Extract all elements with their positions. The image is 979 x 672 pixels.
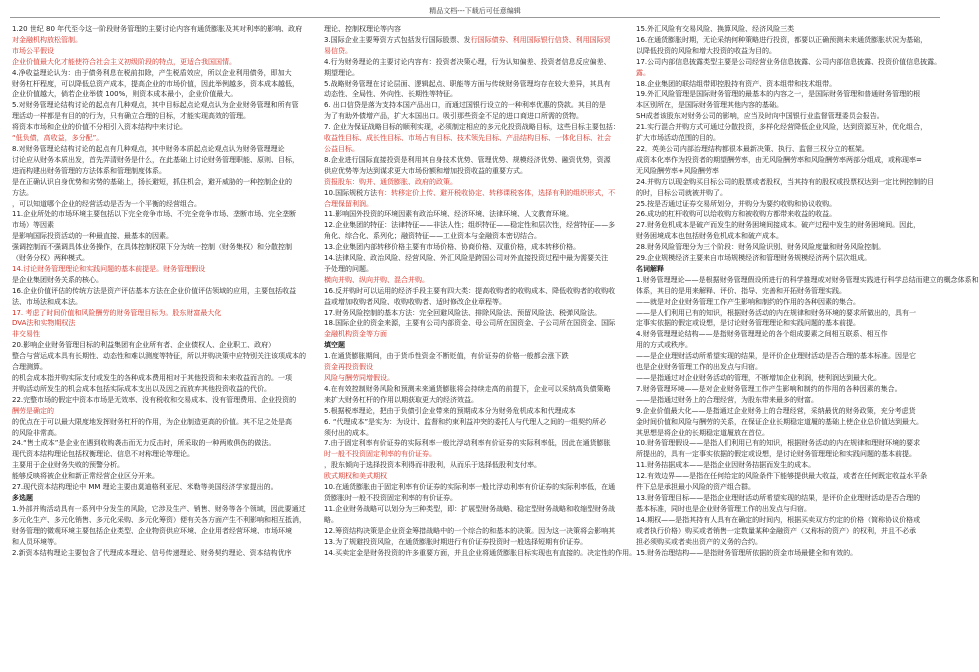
- text-line: 4.财务管理理论结构——是指财务管理理论的各个组成要素之间相互联系、相互作: [636, 330, 888, 339]
- text-line: 27.财务危机成本是破产而发生的财务困境间接成本。破产过程中发生的财务困境间。因此，: [636, 221, 921, 230]
- column-right: [636, 24, 979, 668]
- text-line: 9.企业价值最大化——是指通过企业财务上的合理经营，采纳最优的财务政策，充分考虑货: [636, 406, 916, 415]
- text-line: 26.成功的杠杆收购可以给收购方和被收购方都带来收益的收益。: [636, 210, 837, 219]
- text-line: 5.战略财务管理在讨论层面、逻辑起点、职能等方面与传统财务管理均存在较大差异，其具有: [324, 79, 611, 88]
- column-middle: [324, 24, 637, 668]
- text-line: 易信贷。: [324, 46, 352, 55]
- text-line: DVA法和实物期权法: [12, 319, 76, 328]
- text-line: 担必须购买或者卖出资产的义务的合约。: [636, 537, 762, 546]
- text-line: ，股东倾向于选择投资本利得而非股利，从而乐于选择低股利支付率。: [324, 461, 541, 470]
- text-line: 25.按是否通过证券交易所划分，并购分为要约收购和协议收购。: [636, 199, 837, 208]
- text-line: 1.财务管理理论——是根据财务管理假设所进行的科学推理或对财务管理实践进行科学总结而建立的概念体系和: [636, 275, 979, 284]
- text-line: 15.财务治理结构——是指财务管理所依据的资金市场最健全和有效的。: [636, 548, 858, 557]
- text-line: 无风险酬劳率+风险酬劳率: [636, 166, 719, 175]
- text-line: 风险与酬劳同增假设。: [324, 374, 394, 382]
- text-line: 20.影响企业财务管理目标的利益集团有企业所有者、企业债权人、企业职工、政府）: [12, 341, 276, 350]
- text-line: 合理测算。: [12, 363, 47, 372]
- text-line: 19.外汇风险管理是国际财务管理的最基本的内容之一，是国际财务管理和普通财务管理的根: [636, 90, 921, 99]
- text-line: 1.在通货膨胀期间，由于货币性资金不断贬值，有价证券的价格一般都会涨下跌: [324, 352, 569, 361]
- text-line: 10.在通货膨胀由于固定利率有价证券的实际利率一般比浮动利率有价证券的实际利率低，在通: [324, 483, 616, 492]
- text-line: 件下总是承担最小风险的资产组合群。: [636, 483, 755, 492]
- text-line: 4.在有效控制财务风险和预测未来通货膨胀将会持续走高的前提下，企业可以采纳高负债策略: [324, 384, 611, 393]
- column-left: [12, 24, 312, 668]
- text-line: 是企业集团财务关系的核心。: [12, 275, 103, 284]
- text-line: 7. 企业为保证战略目标的顺利实现，必须制定相应的多元化投资战略目标，这些目标主要包括：: [324, 123, 620, 132]
- text-line: 14.法律风险、政治风险、经营风险、外汇风险是跨国公司对外直接投资过程中最为需要关注: [324, 254, 609, 263]
- text-line: 10.国际规税方法有：转移定价上传、避开税收协定、转移课税客体，选择有利的组织形式，不: [324, 188, 616, 197]
- text-line: 29.企业规模经济主要来自市场规模经济和管理财务规模经济两个层次组成。: [636, 254, 872, 263]
- text-line: 22．英美公司内部治理结构都很本最新决策、执行、监督三权分立的框架。: [636, 144, 869, 153]
- text-line: “低负债，高收益，多分配”。: [12, 134, 104, 143]
- text-line: 并购活动所发生的机会成本包括实际成本支出以及因之而放弃其他投资收益的代价。: [12, 384, 271, 393]
- text-line: 理论、控制权理论等内容: [324, 25, 401, 33]
- text-line: 17.公司内部信息披露类型主要是公司经营业务信息披露、公司内部信息披露、投资价值信息披露。: [636, 57, 942, 66]
- text-line: 的优点在于可以最大限度地发挥财务杠杆的作用，为企业制造更高的价值。其不足之处是高: [12, 417, 292, 426]
- text-line: 扩大市场活动范围的目的。: [636, 134, 720, 143]
- text-line: 6. 出口信贷是落为支持本国产品出口，而通过国银行设立的一种利率优惠的贷款。其目的是: [324, 101, 606, 110]
- text-line: 资报股东：购并、通货膨胀、政府的政策。: [324, 177, 457, 186]
- text-line: 的机会成本指并购实际支付或发生的各种成本费用相对于其他投资和未来收益而言的。一项: [12, 374, 292, 382]
- text-line: ——是人们利用已有的知识，根据财务活动的内在规律和财务环境的要求所做出的，具有一: [636, 308, 916, 317]
- text-line: 对金融机构放松管制。: [12, 35, 82, 44]
- text-line: 供应优势等为达到谋求更大市场份额和增加投资收益的重要方式。: [324, 166, 527, 175]
- text-line: 金时间价值和风险与酬劳的关系，在保证企业长期稳定道履的基础上使企业总价值达到最大。: [636, 417, 923, 426]
- text-line: 其思想是将企业的长期稳定道履放在首位。: [636, 428, 769, 437]
- text-line: 14.讨论财务管理理论和实践问题的基本前提是。财务管理假设: [12, 264, 206, 273]
- text-line: 28.财务风险管理分为三个阶段：财务风险识别、财务风险度量和财务风险控制。: [636, 243, 886, 252]
- text-line: 酬劳是确定的: [12, 406, 54, 415]
- text-line: 2.新资本结构理论主要包含了代理成本理论、信号传递理论、财务契约理论、资本结构优序: [12, 548, 292, 557]
- text-line: 企业价值最大化才能使符合社会主义初级阶段的特点，更适合我国国情。: [12, 57, 236, 66]
- text-line: 也是企业财务管理工作的出发点与归宿。: [636, 363, 762, 372]
- text-line: 12.有效边界——是指在任何给定的风险条件下能够提供最大收益，或者在任何既定收益水平条: [636, 472, 928, 481]
- text-line: 7.由于固定利率有价证券的实际利率一般比浮动利率有价证券的实际利率低，因此在通货膨胀: [324, 439, 611, 448]
- text-line: 1.20 世纪 80 年代至今这一阶段财务管理的主要讨论内容有通货膨胀及其对利率的影响、政府: [12, 25, 303, 33]
- text-line: 讨论应从财务本质出发，首先弄清财务是什么，在此基础上讨论财务管理职能、原则、目标，: [12, 155, 299, 164]
- text-line: 13.为了规避投资风险，在通货膨胀时期进行有价证券投资时一般选择短期有价证券。: [324, 537, 588, 546]
- text-line: 须付出的成本。: [324, 428, 373, 437]
- text-line: 12.企业集团的特征：法律特征——非法人性；组织特征——稳定性和层次性，经营特征——多: [324, 221, 616, 230]
- text-line: 为了有助外债增产品，扩大本国出口。吸引那些资金不足的进口商进口所需的货物。: [324, 112, 583, 121]
- text-line: 金融机构资金等方面: [324, 330, 387, 339]
- text-line: 4.净收益理论认为：由于债务利息在税前扣除，产生税盾效应，所以企业利用债务，即加大: [12, 68, 292, 77]
- text-line: 22.完整市场的假定中资本市场是无效率、没有税收和交易成本、没有管理费用、企业投资的: [12, 395, 297, 404]
- text-line: 财务管理的微观环境主要包括企业类型、企业物资供应环境、企业用者经营环境、市场环境: [12, 526, 292, 535]
- text-line: 5.根据税率理论，把由于负债引企业带来的预期成本分为财务危机成本和代理成本: [324, 406, 576, 415]
- text-line: 收益性目标、成长性目标、市场占有目标、技术领先目标、产品结构目标、一体化目标、社会: [324, 134, 611, 143]
- text-line: 是影响国际投资活动的一种最直接、最基本的因素。: [12, 232, 173, 241]
- text-line: 资金再投资假设: [324, 363, 373, 372]
- text-line: 18.国际企业的资金来源，主要有公司内部资金、母公司所在国资金、子公司所在国资金、国际: [324, 319, 616, 328]
- text-line: 8.企业进行国际直接投资是利用其自身技术优势、管理优势、规模经济优势、融资优势，资源: [324, 155, 611, 164]
- text-line: 企业价值越大，倘若企业举债 100%，则资本成本最小，企业价值最大。: [12, 90, 238, 99]
- text-line: 24.“售土成本”是企业在遇到收购袭击而无力反击时，所采取的一种两败俱伤的做法。: [12, 439, 276, 448]
- text-line: 益或增加收购者风险、收购收购者、适时修改企业章程等。: [324, 297, 506, 306]
- text-line: 来扩大财务杠杆的作用以期获取更大的经济效益。: [324, 395, 478, 404]
- text-line: 17.财务风险控制的基本方法：完全回避风险法、排除风险法、预留风险法、税弹风险法。: [324, 308, 602, 317]
- text-line: 21.实行混合并购方式可通过分散投资，多样化经营降低企业风险，达到资源互补，优化组合，: [636, 123, 928, 132]
- text-line: 10.财务管理假设——是指人们利用已有的知识，根据财务活动的内在规律和理财环境的要求: [636, 439, 921, 448]
- text-line: 动态性、全局性、外向性、长期性等特征。: [324, 90, 457, 99]
- text-line: 5.对财务管理论结构讨论的起点有几种观点，其中目标起点论观点认为企业财务管理和所有管: [12, 101, 299, 110]
- text-line: 能够反映将被企业和新正常经营企业区分开来。: [12, 472, 159, 481]
- text-line: 13.财务管理目标——是指企业理财活动所希望实现的结果，是评价企业理财活动是否合理的: [636, 493, 921, 502]
- text-line: 横向并购、纵向并购、混合并购。: [324, 275, 429, 284]
- text-line: ——是企业理财活动所希望实现的结果，是评价企业理财活动是否合理的基本标准。因是它: [636, 352, 916, 361]
- text-line: 以降低投资的风险和增大投资的收益为目的。: [636, 46, 776, 55]
- text-line: 15.外汇风险有交易风险、换算风险、经济风险三类: [636, 25, 795, 33]
- text-line: 和人员环境等。: [12, 537, 61, 546]
- text-line: 7.财务管理环境——是对企业财务管理工作产生影响和制约的作用的各种因素的集合。: [636, 384, 902, 393]
- text-line: 欧式期权和美式期权: [324, 472, 387, 481]
- section-heading: 名词解释: [636, 264, 664, 273]
- text-line: ——是指通过财务上的合理经营，为股东带来最多的财富。: [636, 395, 818, 404]
- text-line: 现代资本结构理论包括权衡理论、信息不对称理论等理论。: [12, 450, 194, 459]
- text-line: 11.企业所处的市场环境主要包括以下完全竞争市场、不完全竞争市场、垄断市场、完全垄断: [12, 210, 297, 219]
- text-line: 11.企业财务战略可以划分为三种类型，即：扩展型财务战略、稳定型财务战略和收缩型财务战: [324, 504, 616, 513]
- text-line: 法、市场法和成本法。: [12, 297, 82, 306]
- text-line: 定事实依据的假定或设想，是讨论财务管理理论和实践问题的基本前提。: [636, 319, 860, 328]
- text-line: 18.企业集团的联结组带即控股持有资产、资本组带和技术组带。: [636, 79, 837, 88]
- text-line: 略。: [324, 515, 338, 524]
- text-line: ——就是对企业财务管理工作产生影响和制约的作用的各种因素的集合。: [636, 297, 860, 306]
- page-header: 精品文档---下载后可任意编辑: [429, 7, 521, 15]
- text-line: 1.外部并购活动具有一系列中分发生的风险，它涉及生产、销售、财务等各个领域，因此要通过: [12, 504, 306, 513]
- text-line: 14.期权——是指其持有人具有在确定的时间内，根据买卖双方约定的价格（简称协议价格或: [636, 515, 921, 524]
- text-line: 货膨胀时一般不投资固定利率的有价证券。: [324, 493, 457, 502]
- text-line: 或者执行价格）购买或者销售一定数量某种金融资产（又称标的资产）的权利，并且不必承: [636, 526, 916, 535]
- text-line: 主要用于企业财务失败的预警分析。: [12, 461, 124, 470]
- text-line: 期望理论。: [324, 68, 359, 77]
- text-line: SH成者该股东对财务公司的影响，应当及时向中国银行业监督管理委员会报告。: [636, 112, 884, 121]
- text-line: （财务分权）两种模式。: [12, 254, 89, 263]
- text-line: ，可以知道哪个企业的经营活动是否为一个平衡的经营组合。: [12, 199, 201, 208]
- text-line: 16.反并购时可以运用的经济手段主要有四大类：提高收购者的收购成本、降低收购者的收购收: [324, 286, 616, 295]
- text-line: 所提出的，具有一定事实依据的假定或设想，是讨论财务管理理论和实践问题的基本前提。: [636, 450, 916, 459]
- text-line: 整合与营运成本具有长期性、动态性和难以测度等特征，所以并购决策中应特别关注该项成本的: [12, 352, 306, 361]
- text-line: 理活动一样都是有目的的行为，只有确立合理的目标，才能实现高效的管理。: [12, 112, 250, 121]
- text-line: 角化、综合化、系列化；融资特征——工业资本与金融资本密切结合。: [324, 232, 541, 241]
- text-line: 成资本化率作为投资者的期望酬劳率，由无风险酬劳率和风险酬劳率两部分组成，或称现率=: [636, 155, 922, 164]
- text-line: 强调控制而不强调具体业务操作，在具体控制权限下分为统一控制（财务集权）和分散控制: [12, 243, 292, 252]
- text-line: 市场）等因素: [12, 221, 54, 230]
- text-line: 8.对财务管理论结构讨论的起点有几种观点，其中财务本质起点论观点认为财务管理理论: [12, 144, 285, 153]
- text-line: 11.影响国外投资的环境因素有政治环境、经济环境、法律环境、人文教育环境。: [324, 210, 574, 219]
- text-line: 的时，目标公司就被并购了。: [636, 188, 727, 197]
- text-line: 财务困境成本也包括财务危机成本和破产成本。: [636, 232, 783, 241]
- section-heading: 多选题: [12, 493, 33, 502]
- text-line: 体系，其目的是用来解释、评价、指导、完善和开拓财务管理实践。: [636, 286, 846, 295]
- text-line: 11.财务拮据成本——是指企业因财务拮据而发生的成本。: [636, 461, 816, 470]
- text-line: 3.国际企业主要筹资方式包括发行国际股票、发行国际债券、利用国际银行信贷、利用国际贸: [324, 35, 611, 44]
- text-line: 17. 考虑了时间价值和风险酬劳的财务管理目标为。股东财富最大化: [12, 308, 222, 317]
- text-line: 16.企业价值评估的传统方法是资产评估基本方法在企业价值评估领域的应用，主要包括收益: [12, 286, 297, 295]
- text-line: 多元化生产、多元化销售、多元化采购、多元化筹资）便有关各方面产生不利影响和相互抵消，: [12, 515, 306, 524]
- text-line: ——是指通过对企业财务活动的管理，不断增加企业利润，使利润达到最大化。: [636, 374, 881, 382]
- text-line: 14.买卖定金是财务投资的许多重要方面，并且企业将通货膨胀目标实现也有直接的。决定性的作用。: [324, 548, 637, 557]
- header-divider: [10, 17, 940, 18]
- text-line: 13.企业集团内部转移价格主要有市场价格、协商价格、双重价格，成本转移价格。: [324, 243, 581, 252]
- text-line: 非交易性: [12, 330, 40, 339]
- text-line: 进而构建出财务管理的方法体系和管理制度体系。: [12, 166, 166, 175]
- section-heading: 填空题: [324, 341, 345, 350]
- text-line: 基本标准，同时也是企业财务管理工作的出发点与归宿。: [636, 504, 811, 513]
- text-line: 予处理的问题。: [324, 264, 373, 273]
- text-line: 用的方式或秩序。: [636, 341, 692, 350]
- text-line: 本区别所在，是国际财务管理其他内容的基础。: [636, 101, 783, 110]
- text-line: 24.并购方以现金购买目标公司的股票或者股权，当其持有的股权或投票权达到一定比例控制的目: [636, 177, 935, 186]
- text-line: 是在正确认识自身优势和劣势的基础上，扬长避短，抓住机会，避开威胁的一种控制企业的: [12, 177, 292, 186]
- text-line: 的风险非常高。: [12, 428, 61, 437]
- text-line: 时一般不投资固定利率的有价证券。: [324, 450, 436, 459]
- text-line: 合理保留利润。: [324, 199, 373, 208]
- text-line: 露。: [636, 68, 650, 77]
- text-line: 16.在通货膨胀时期，无论采纳何种策略进行投资，都要以正确预测未来通货膨胀状况为基础，: [636, 35, 928, 44]
- text-line: 市场公平假设: [12, 46, 54, 55]
- text-line: 27.现代资本结构理论中 MM 理论主要由莫迪格利亚尼、米勒等美国经济学家提出的。: [12, 483, 278, 492]
- highlight-text: 行国际债券、利用国际银行信贷、利用国际贸: [470, 35, 611, 44]
- text-line: 将资本市场和企业的价值不分相引入资本结构中来讨论。: [12, 123, 187, 132]
- text-line: 财务杠杆程度，可以降低总资产成本，提高企业的市场价值，因此举例越多，资本成本越低，: [12, 79, 299, 88]
- text-line: 方法。: [12, 188, 33, 197]
- text-line: 12.筹资结构决策是企业资金筹措战略中的一个综合的和基本的决策。因为这一决策将会影响其: [324, 526, 616, 535]
- text-line: 4.行为财务理论的主要讨论内容有：投资者决策心理，行为认知偏差、投资者信息反应偏差、: [324, 57, 611, 66]
- text-line: 公益目标。: [324, 144, 359, 153]
- text-line: 6. “代理成本”是实为：为设计、监督和约束利益冲突的委托人与代理人之间的一组契约所必: [324, 417, 607, 426]
- highlight-text: 有：转移定价上传、避开税收协定、转移课税客体，选择有利的组织形式，不: [377, 188, 616, 197]
